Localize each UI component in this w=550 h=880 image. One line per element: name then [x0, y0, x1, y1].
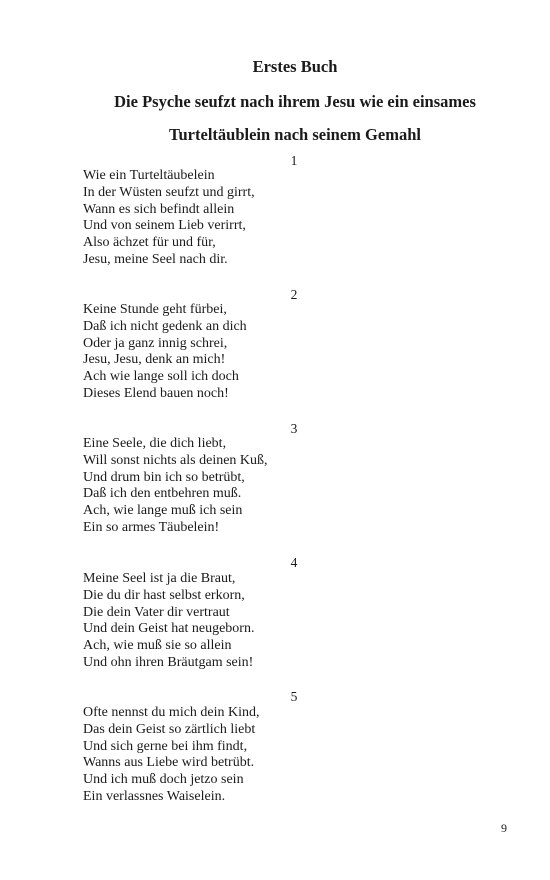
stanza — [83, 571, 343, 672]
stanza-number: 1 — [290, 153, 298, 168]
stanza — [83, 436, 343, 537]
book-title: Erstes Buch — [252, 57, 338, 76]
verse-line: Eine Seele, die dich liebt, — [83, 436, 227, 451]
verse-line: Wanns aus Liebe wird betrübt. — [83, 755, 255, 771]
verse-line: Oder ja ganz innig schrei, — [83, 335, 228, 351]
verse-line: Dieses Elend bauen noch! — [83, 385, 229, 401]
verse-line: Will sonst nichts als deinen Kuß, — [83, 452, 268, 468]
verse-line: Ein verlassnes Waiselein. — [83, 788, 226, 804]
stanza — [83, 302, 343, 403]
verse-line: Daß ich nicht gedenk an dich — [83, 318, 247, 334]
stanza-number: 3 — [290, 421, 298, 436]
stanza-number: 5 — [290, 689, 298, 704]
verse-line: Und von seinem Lieb verirrt, — [83, 218, 246, 234]
verse-line: In der Wüsten seufzt und girrt, — [83, 184, 255, 200]
verse-line: Wann es sich befindt allein — [83, 201, 235, 217]
verse-line: Meine Seel ist ja die Braut, — [83, 571, 236, 586]
verse-line: Die du dir hast selbst erkorn, — [83, 587, 245, 603]
stanza — [83, 705, 343, 806]
verse-line: Wie ein Turteltäubelein — [83, 168, 215, 183]
verse-line: Und dein Geist hat neugeborn. — [83, 621, 255, 637]
verse-line: Ein so armes Täubelein! — [83, 519, 220, 535]
verse-line: Das dein Geist so zärtlich liebt — [83, 721, 256, 737]
stanza-number: 4 — [290, 555, 298, 570]
verse-line: Und drum bin ich so betrübt, — [83, 469, 245, 485]
verse-line: Und ich muß doch jetzo sein — [83, 772, 244, 788]
verse-line: Also ächzet für und für, — [83, 235, 216, 251]
verse-line: Und ohn ihren Bräutgam sein! — [83, 654, 254, 670]
verse-line: Daß ich den entbehren muß. — [83, 486, 242, 502]
page-number: 9 — [501, 821, 507, 835]
verse-line: Ach wie lange soll ich doch — [83, 369, 239, 385]
verse-line: Keine Stunde geht fürbei, — [83, 302, 227, 317]
verse-line: Ofte nennst du mich dein Kind, — [83, 705, 260, 720]
verse-line: Ach, wie muß sie so allein — [83, 638, 232, 654]
verse-line: Und sich gerne bei ihm findt, — [83, 738, 248, 754]
verse-line: Ach, wie lange muß ich sein — [83, 503, 243, 519]
verse-line: Jesu, Jesu, denk an mich! — [83, 352, 226, 368]
verse-line: Die dein Vater dir vertraut — [83, 604, 230, 620]
verse-line: Jesu, meine Seel nach dir. — [83, 251, 228, 267]
poem-title-line: Die Psyche seufzt nach ihrem Jesu wie ein einsames — [114, 92, 476, 111]
stanza — [83, 168, 343, 269]
stanza-number: 2 — [290, 287, 298, 302]
poem-title-line: Turteltäublein nach seinem Gemahl — [169, 125, 421, 144]
